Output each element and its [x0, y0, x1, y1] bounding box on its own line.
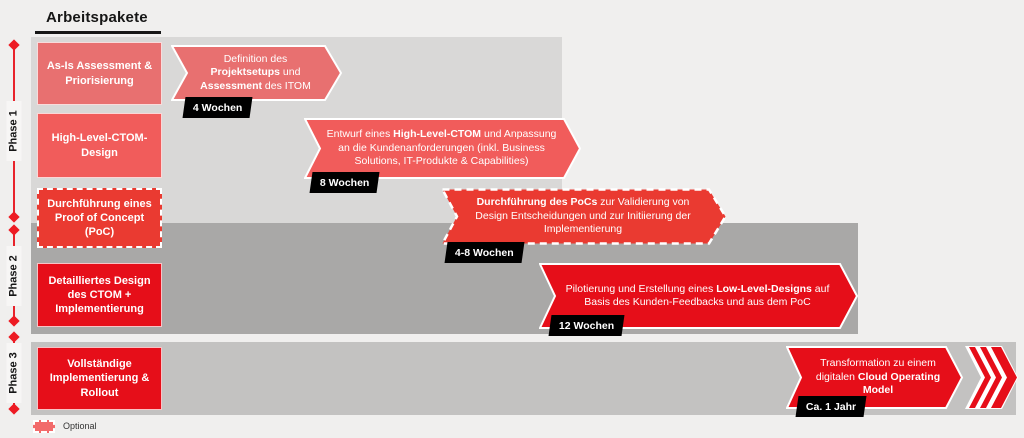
work-package-label: As-Is Assessment & Priorisierung [46, 60, 153, 87]
activity-text: Definition des Projektsetups und Assessment des ITOM [200, 52, 311, 92]
phase2-diamond-bottom-icon [8, 315, 19, 326]
activity-text: Transformation zu einem digitalen Cloud Operating Model [815, 357, 941, 397]
work-package-label: Detailliertes Design des CTOM + Implementierung [48, 274, 151, 316]
phase2-diamond-top-icon [8, 224, 19, 235]
duration-badge: 12 Wochen [549, 315, 625, 336]
activity-arrow-pilotierung-low-level-design [539, 263, 858, 332]
legend-optional-label: Optional [63, 421, 97, 431]
activity-text: Entwurf eines High-Level-CTOM und Anpassung an die Kundenanforderungen (inkl. Business Solutions, IT-Produkte & Capabilities) [326, 128, 557, 168]
work-package-detailed-design [37, 263, 162, 327]
work-package-high-level-ctom-design [37, 113, 162, 178]
phase2-label: Phase 2 [7, 246, 22, 306]
page-title: Arbeitspakete [46, 9, 148, 26]
phase1-label: Phase 1 [7, 101, 22, 161]
duration-badge: Ca. 1 Jahr [796, 396, 867, 417]
legend-optional-swatch [33, 420, 55, 433]
activity-text: Pilotierung und Erstellung eines Low-Level-Designs auf Basis des Kunden-Feedbacks und aus dem PoC [565, 282, 830, 308]
work-package-label: Durchführung eines Proof of Concept (PoC) [47, 197, 152, 239]
activity-text: Durchführung des PoCs zur Validierung von Design Entscheidungen und zur Initiierung der Implementierung [475, 196, 691, 236]
activity-arrow-entwurf-high-level-ctom [304, 118, 581, 189]
work-package-full-implementation [37, 347, 162, 410]
phase3-label: Phase 3 [7, 343, 22, 403]
duration-badge: 4-8 Wochen [445, 242, 525, 263]
phase3-diamond-bottom-icon [8, 403, 19, 414]
work-package-label: High-Level-CTOM-Design [51, 132, 148, 159]
duration-badge: 4 Wochen [183, 97, 253, 118]
phase1-diamond-bottom-icon [8, 211, 19, 222]
duration-badge: 8 Wochen [310, 172, 380, 193]
work-package-as-is-assessment [37, 42, 162, 105]
activity-arrow-transformation-cloud-operating-model [786, 346, 1020, 413]
title-underline [35, 31, 161, 34]
work-package-label: Vollständige Implementierung & Rollout [49, 358, 150, 399]
activity-arrow-definition-projektsetup [171, 45, 342, 114]
activity-arrow-poc-validierung [441, 188, 727, 259]
phase3-diamond-top-icon [8, 331, 19, 342]
phase1-diamond-top-icon [8, 39, 19, 50]
work-package-proof-of-concept [37, 188, 162, 248]
